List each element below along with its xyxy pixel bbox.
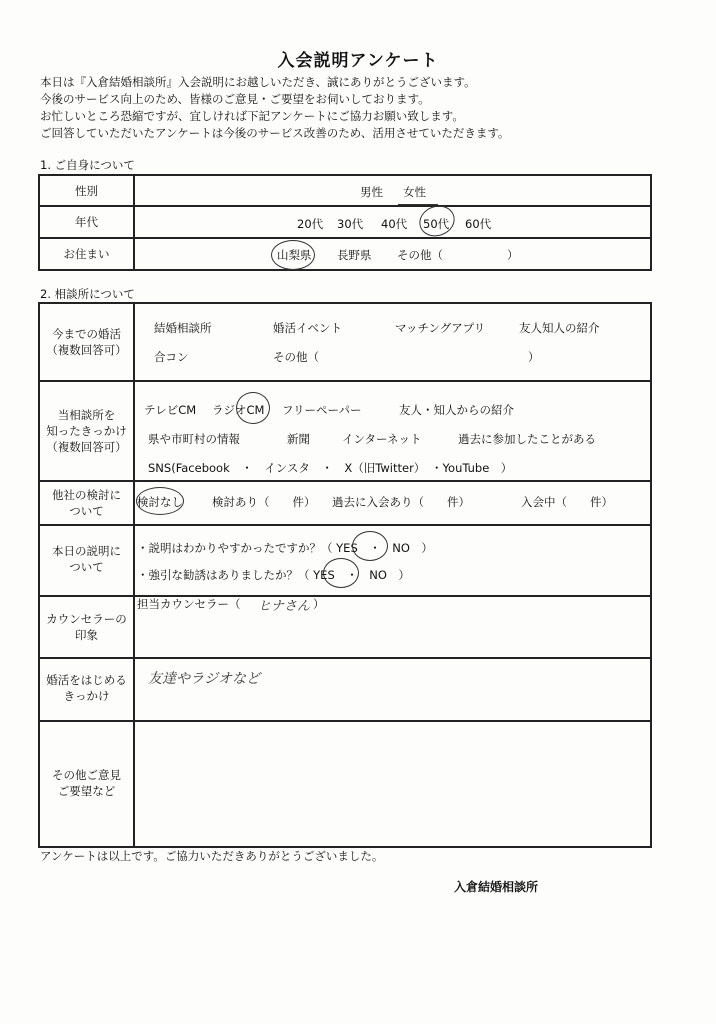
age-label: 年代	[75, 215, 98, 229]
explanation-q1[interactable]: ・説明はわかりやすかったですか？（ YES ・ NO ）	[137, 541, 433, 555]
others-label: 他社の検討に ついて	[52, 488, 121, 518]
section2-table	[38, 302, 652, 848]
residence-yamanashi[interactable]: 山梨県	[277, 248, 312, 262]
reason-handwritten-answer[interactable]: 友達やラジオなど	[148, 671, 260, 687]
counselor-name-handwritten[interactable]: ヒナさん	[258, 599, 311, 614]
trigger-municipal[interactable]: 県や市町村の情報	[148, 432, 240, 446]
age-40s[interactable]: 40代	[381, 217, 408, 231]
section1-heading: 1. ご自身について	[40, 158, 135, 172]
reason-label: 婚活をはじめる きっかけ	[46, 673, 127, 703]
section1-table	[38, 174, 652, 271]
trigger-label: 当相談所を 知ったきっかけ （複数回答可）	[46, 408, 127, 454]
counselor-close: ）	[313, 597, 325, 611]
counselor-label: カウンセラーの 印象	[46, 612, 127, 642]
gender-male[interactable]: 男性	[360, 185, 383, 199]
others-none[interactable]: 検討なし	[137, 495, 183, 509]
trigger-friend[interactable]: 友人・知人からの紹介	[399, 403, 514, 417]
age-50s[interactable]: 50代	[423, 217, 450, 231]
age-60s[interactable]: 60代	[465, 217, 492, 231]
residence-other-close: ）	[507, 248, 519, 262]
trigger-past[interactable]: 過去に参加したことがある	[458, 432, 596, 446]
residence-nagano[interactable]: 長野県	[337, 248, 372, 262]
intro-line-3: お忙しいところ恐縮ですが、宜しければ下記アンケートにご協力お願い致します。	[40, 109, 464, 123]
trigger-freepaper[interactable]: フリーペーパー	[282, 403, 362, 417]
explanation-label: 本日の説明に ついて	[52, 544, 121, 574]
trigger-radio[interactable]: ラジオCM	[212, 403, 265, 417]
intro-line-2: 今後のサービス向上のため、皆様のご意見・ご要望をお伺いしております。	[40, 92, 430, 106]
q1-selection-circle	[352, 531, 388, 561]
method-event[interactable]: 婚活イベント	[273, 321, 342, 335]
section2-heading: 2. 相談所について	[40, 287, 135, 301]
others-past-member[interactable]: 過去に入会あり（ 件）	[332, 495, 470, 509]
trigger-selection-circle	[236, 392, 270, 424]
closing-message: アンケートは以上です。ご協力いただきありがとうございました。	[40, 849, 384, 863]
method-gokon[interactable]: 合コン	[154, 350, 189, 364]
methods-label: 今までの婚活 （複数回答可）	[46, 327, 127, 357]
counselor-prompt: 担当カウンセラー（	[137, 597, 241, 611]
trigger-internet[interactable]: インターネット	[342, 432, 422, 446]
method-agency[interactable]: 結婚相談所	[154, 321, 212, 335]
others-considered[interactable]: 検討あり（ 件）	[212, 495, 316, 509]
intro-line-4: ご回答していただいたアンケートは今後のサービス改善のため、活用させていただきます。	[40, 126, 510, 140]
q2-selection-circle	[323, 558, 359, 588]
gender-female[interactable]: 女性	[403, 185, 426, 199]
method-other-close: ）	[528, 350, 540, 364]
age-30s[interactable]: 30代	[337, 217, 364, 231]
page-title: 入会説明アンケート	[277, 51, 439, 71]
trigger-sns[interactable]: SNS(Facebook ・ インスタ ・ X（旧Twitter） ・YouTube ）	[148, 461, 513, 475]
explanation-q2[interactable]: ・強引な勧誘はありましたか？（ YES ・ NO ）	[137, 568, 410, 582]
residence-label: お住まい	[63, 247, 110, 261]
others-current[interactable]: 入会中（ 件）	[521, 495, 613, 509]
method-app[interactable]: マッチングアプリ	[395, 321, 486, 335]
signature: 入倉結婚相談所	[454, 880, 539, 894]
trigger-newspaper[interactable]: 新聞	[287, 432, 310, 446]
gender-label: 性別	[75, 184, 98, 198]
others-selection-circle	[136, 487, 184, 515]
intro-line-1: 本日は『入倉結婚相談所』入会説明にお越しいただき、誠にありがとうございます。	[40, 75, 476, 89]
method-referral[interactable]: 友人知人の紹介	[519, 321, 600, 335]
trigger-tv[interactable]: テレビCM	[144, 403, 197, 417]
age-20s[interactable]: 20代	[297, 217, 324, 231]
comments-label: その他ご意見 ご要望など	[52, 768, 121, 798]
residence-other[interactable]: その他（	[397, 248, 443, 262]
residence-selection-circle	[271, 240, 315, 270]
gender-selection-mark	[398, 204, 438, 205]
method-other[interactable]: その他（	[273, 350, 319, 364]
